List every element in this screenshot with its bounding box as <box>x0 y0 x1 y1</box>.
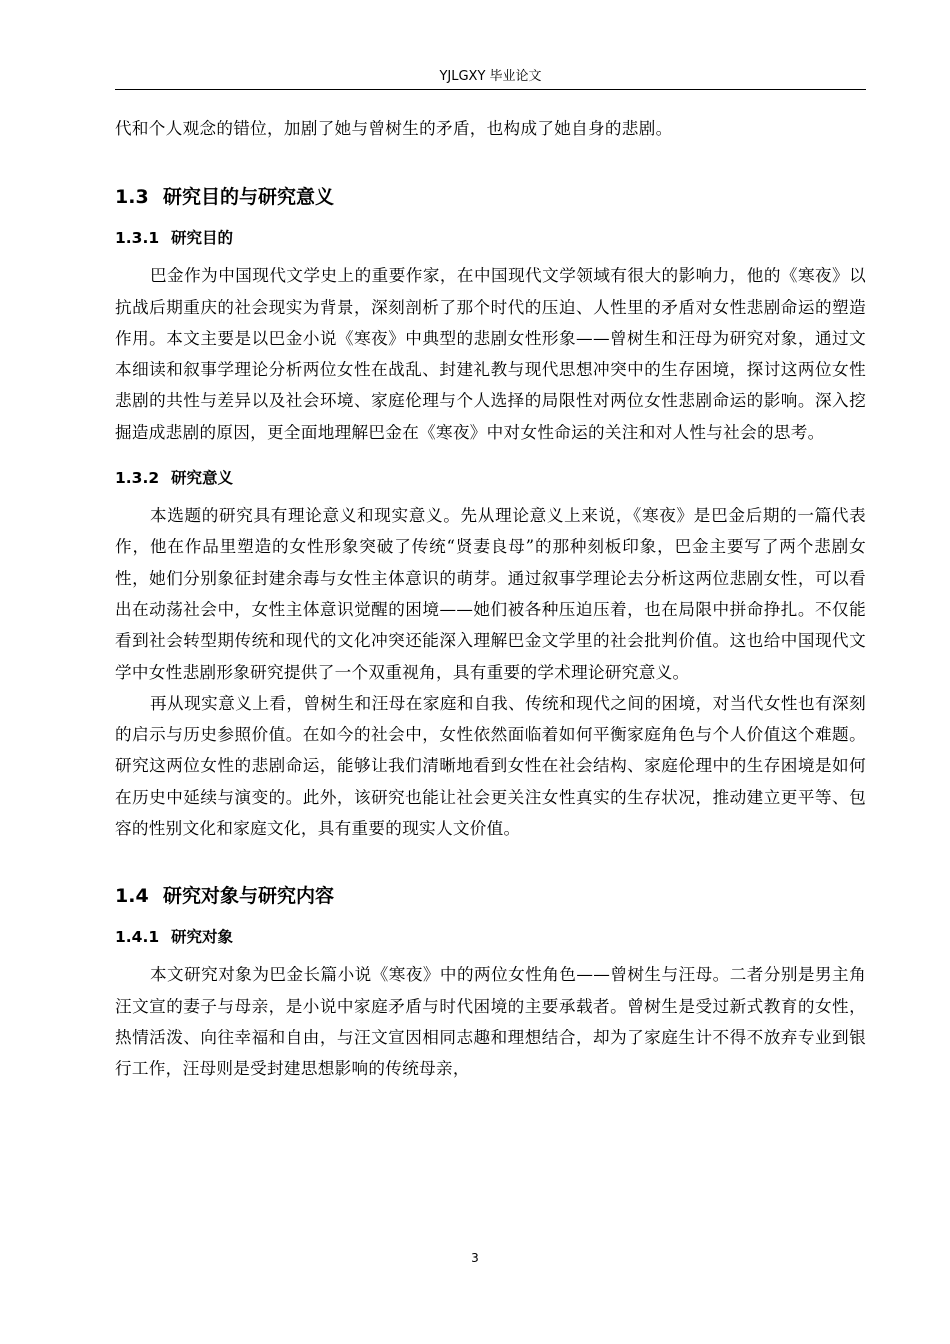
section-title: 研究对象与研究内容 <box>163 885 335 908</box>
page-header: YJLGXY 毕业论文 <box>439 69 542 84</box>
subsection-number: 1.3.1 <box>115 229 160 248</box>
subsection-title: 研究目的 <box>171 229 234 248</box>
section-title: 研究目的与研究意义 <box>163 186 335 209</box>
subsection-heading-1-3-1 <box>115 225 866 251</box>
subsection-title: 研究对象 <box>171 928 234 947</box>
paragraph-object: 本文研究对象为巴金长篇小说《寒夜》中的两位女性角色——曾树生与汪母。二者分别是男主角汪文宣的妻子与母亲，是小说中家庭矛盾与时代困境的主要承载者。曾树生是受过新式教育的女性，热情活泼、向往幸福和自由，与汪文宣因相同志趣和理想结合，却为了家庭生计不得不放弃专业到银行工作，汪母则是受封建思想影响的传统母亲， <box>115 965 866 1079</box>
paragraph-purpose: 巴金作为中国现代文学史上的重要作家，在中国现代文学领域有很大的影响力，他的《寒夜》以抗战后期重庆的社会现实为背景，深刻剖析了那个时代的压迫、人性里的矛盾对女性悲剧命运的塑造作用。本文主要是以巴金小说《寒夜》中典型的悲剧女性形象——曾树生和汪母为研究对象，通过文本细读和叙事学理论分析两位女性在战乱、封建礼教与现代思想冲突中的生存困境，探讨这两位女性悲剧的共性与差异以及社会环境、家庭伦理与个人选择的局限性对两位女性悲剧命运的影响。深入挖掘造成悲剧的原因，更全面地理解巴金在《寒夜》中对女性命运的关注和对人性与社会的思考。 <box>115 266 866 442</box>
subsection-number: 1.3.2 <box>115 469 160 488</box>
page-body <box>115 113 866 1085</box>
header-rule <box>115 89 866 90</box>
subsection-title: 研究意义 <box>171 469 234 488</box>
paragraph-meaning-practice: 再从现实意义上看，曾树生和汪母在家庭和自我、传统和现代之间的困境，对当代女性也有深刻的启示与历史参照价值。在如今的社会中，女性依然面临着如何平衡家庭角色与个人价值这个难题。研究这两位女性的悲剧命运，能够让我们清晰地看到女性在社会结构、家庭伦理中的生存困境是如何在历史中延续与演变的。此外，该研究也能让社会更关注女性真实的生存状况，推动建立更平等、包容的性别文化和家庭文化，具有重要的现实人文价值。 <box>115 693 866 839</box>
section-heading-1-4 <box>115 882 866 910</box>
section-number: 1.4 <box>115 885 149 908</box>
page-number: 3 <box>471 1251 479 1265</box>
paragraph-meaning-theory: 本选题的研究具有理论意义和现实意义。先从理论意义上来说，《寒夜》是巴金后期的一篇代表作，他在作品里塑造的女性形象突破了传统“贤妻良母”的那种刻板印象，巴金主要写了两个悲剧女性，她们分别象征封建余毒与女性主体意识的萌芽。通过叙事学理论去分析这两位悲剧女性，可以看出在动荡社会中，女性主体意识觉醒的困境——她们被各种压迫压着，也在局限中拼命挣扎。不仅能看到社会转型期传统和现代的文化冲突还能深入理解巴金文学里的社会批判价值。这也给中国现代文学中女性悲剧形象研究提供了一个双重视角，具有重要的学术理论研究意义。 <box>115 506 866 682</box>
subsection-heading-1-3-2 <box>115 465 866 491</box>
subsection-heading-1-4-1 <box>115 924 866 950</box>
section-heading-1-3 <box>115 183 866 211</box>
paragraph-intro-tail: 代和个人观念的错位，加剧了她与曾树生的矛盾，也构成了她自身的悲剧。 <box>115 119 673 138</box>
subsection-number: 1.4.1 <box>115 928 160 947</box>
section-number: 1.3 <box>115 186 149 209</box>
